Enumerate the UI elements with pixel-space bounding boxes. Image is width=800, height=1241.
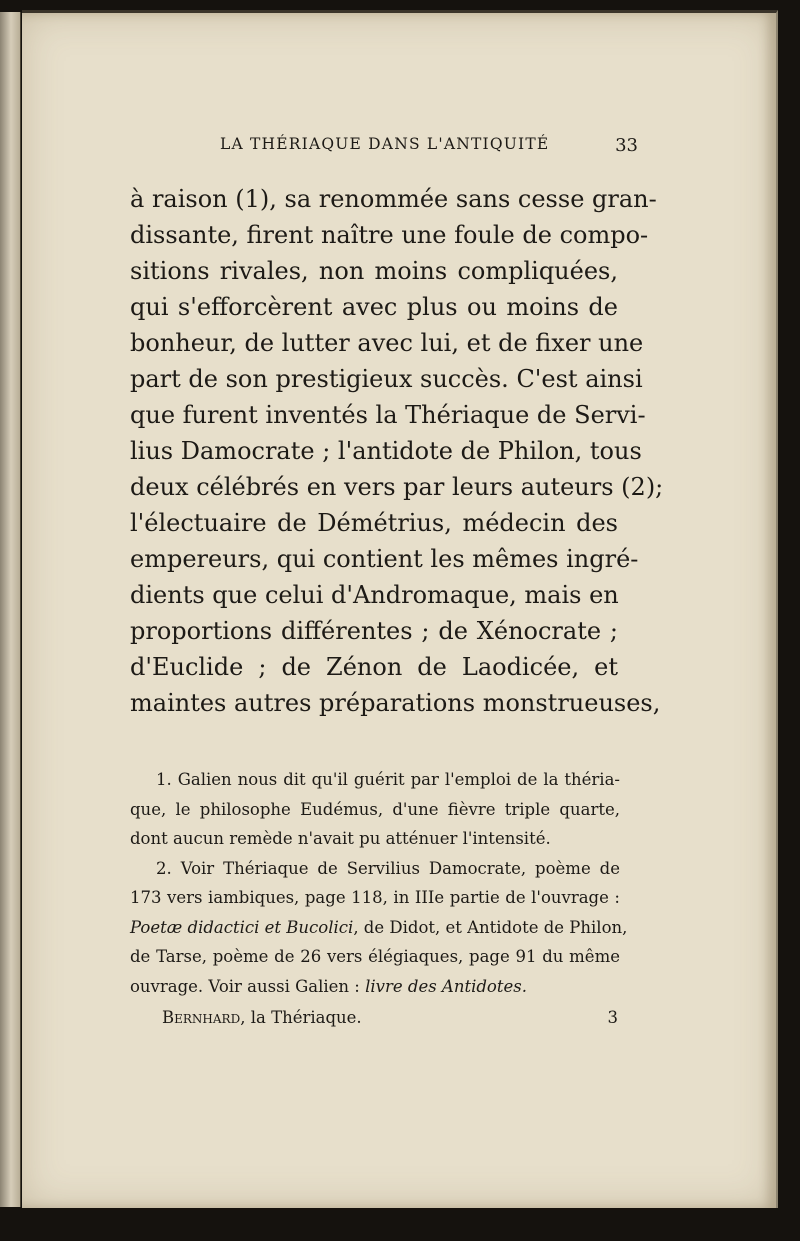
footnote-text: ouvrage. Voir aussi Galien : bbox=[130, 976, 366, 996]
body-line: part de son prestigieux succès. C'est ainsi bbox=[130, 365, 643, 393]
signature-author: Bernhard bbox=[162, 1008, 241, 1027]
signature-mark: 3 bbox=[607, 1008, 618, 1027]
running-title: LA THÉRIAQUE DANS L'ANTIQUITÉ bbox=[220, 135, 550, 153]
book-title: Poetæ didactici et Bucolici bbox=[130, 917, 354, 937]
footnote-1 bbox=[130, 765, 620, 854]
signature-text bbox=[162, 1008, 362, 1027]
body-line: deux célébrés en vers par leurs auteurs (2); bbox=[130, 473, 664, 501]
footnote-line: 2. Voir Thériaque de Servilius Damocrate, poème de bbox=[156, 858, 620, 878]
footnote-line: que, le philosophe Eudémus, d'une fièvre triple quarte, bbox=[130, 799, 620, 819]
body-line: qui s'efforcèrent avec plus ou moins de bbox=[130, 293, 618, 321]
footnotes bbox=[130, 765, 628, 1001]
signature-title: , la Thériaque. bbox=[240, 1008, 362, 1027]
body-line: l'électuaire de Démétrius, médecin des bbox=[130, 509, 618, 537]
book-title: livre des Antidotes. bbox=[365, 976, 527, 996]
body-line: proportions différentes ; de Xénocrate ; bbox=[130, 617, 618, 645]
footnote-line: 1. Galien nous dit qu'il guérit par l'emploi de la théria- bbox=[156, 770, 620, 789]
footnote-text: , de Didot, et Antidote de Philon, bbox=[353, 917, 628, 937]
body-line: dissante, firent naître une foule de compo- bbox=[130, 221, 649, 249]
body-line: dients que celui d'Andromaque, mais en bbox=[130, 581, 619, 609]
running-head bbox=[220, 135, 638, 159]
body-line: bonheur, de lutter avec lui, et de fixer une bbox=[130, 329, 644, 357]
footnote-line bbox=[130, 972, 620, 1002]
footnote-line: dont aucun remède n'avait pu atténuer l'intensité. bbox=[130, 829, 551, 848]
footnote-line bbox=[130, 913, 628, 943]
body-line: à raison (1), sa renommée sans cesse gran- bbox=[130, 185, 657, 213]
footnote-line: de Tarse, poème de 26 vers élégiaques, page 91 du même bbox=[130, 947, 620, 966]
footnote-line: 173 vers iambiques, page 118, in IIIe partie de l'ouvrage : bbox=[130, 888, 620, 907]
page-number: 33 bbox=[615, 135, 638, 156]
body-line: lius Damocrate ; l'antidote de Philon, tous bbox=[130, 437, 642, 465]
left-page-edge bbox=[0, 12, 21, 1207]
body-line: empereurs, qui contient les mêmes ingré- bbox=[130, 545, 639, 573]
body-line: sitions rivales, non moins compliquées, bbox=[130, 257, 618, 285]
signature-line bbox=[162, 1008, 618, 1036]
body-line: d'Euclide ; de Zénon de Laodicée, et bbox=[130, 653, 618, 681]
body-text bbox=[130, 181, 664, 721]
footnote-2 bbox=[130, 854, 628, 1002]
body-line: que furent inventés la Thériaque de Servi- bbox=[130, 401, 646, 429]
book-page bbox=[22, 10, 778, 1208]
body-line: maintes autres préparations monstrueuses, bbox=[130, 689, 661, 717]
